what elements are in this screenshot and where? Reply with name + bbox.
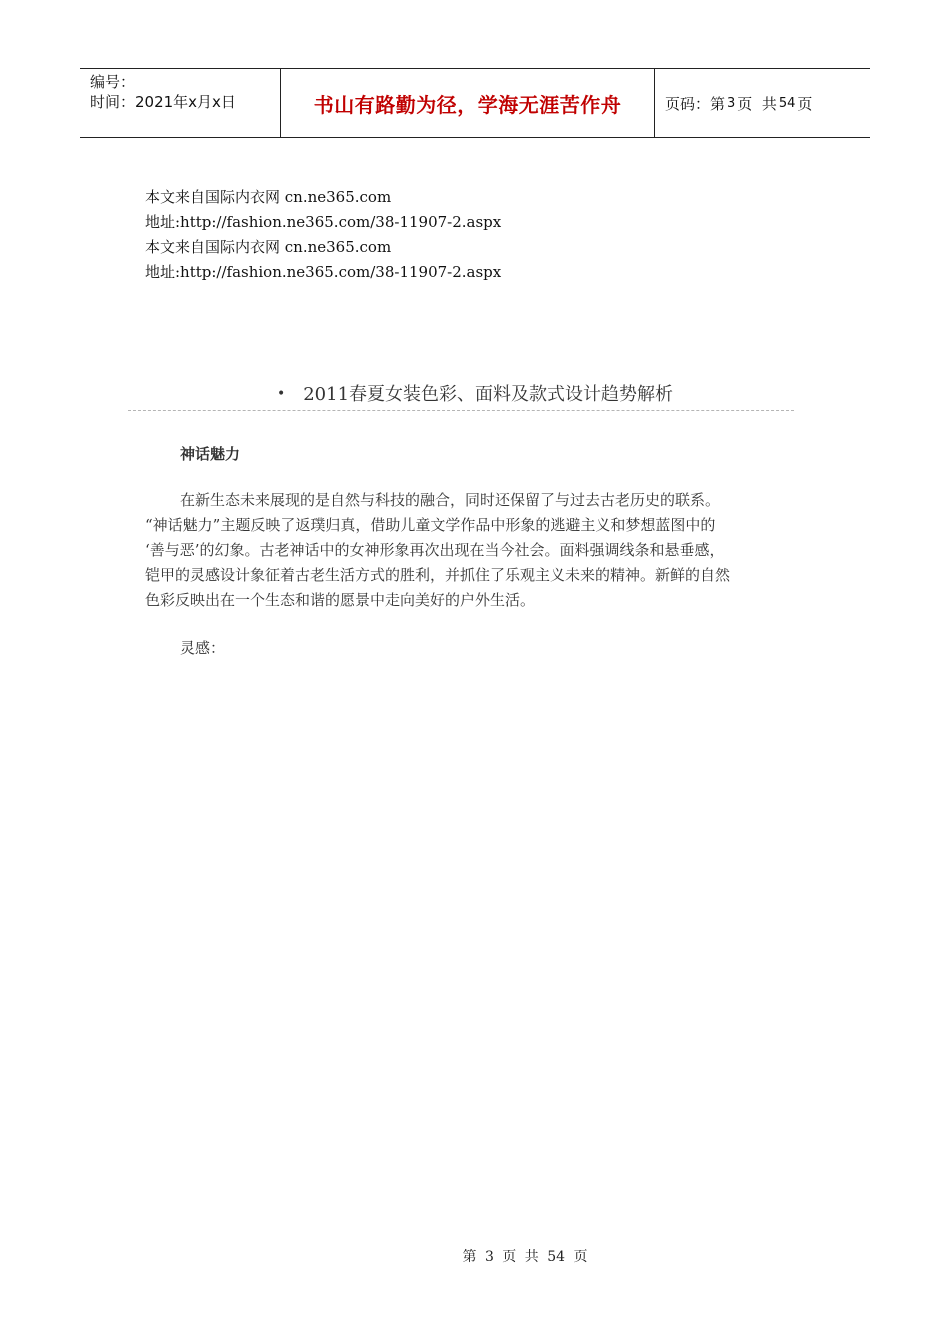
source-line: 本文来自国际内衣网 cn.ne365.com [145,238,392,256]
dashed-divider [128,410,794,411]
header-motto-cell [281,69,655,137]
header-page-cell [655,69,870,137]
paragraph-line: 在新生态未来展现的是自然与科技的融合，同时还保留了与过去古老历史的联系。 [180,491,721,509]
article-paragraph [145,488,805,613]
paragraph-line: 铠甲的灵感设计象征着古老生活方式的胜利，并抓住了乐观主义未来的精神。新鲜的自然 [145,566,731,584]
page-total: 54 [778,95,796,111]
page-footer [0,1246,950,1266]
paragraph-line: ‘善与恶’的幻象。古老神话中的女神形象再次出现在当今社会。面料强调线条和悬垂感， [145,541,725,559]
page-suffix: 页 [797,94,813,113]
motto: 书山有路勤为径，学海无涯苦作舟 [313,92,622,117]
page-current: 3 [727,95,736,111]
source-line: 地址:http://fashion.ne365.com/38-11907-2.aspx [145,263,502,281]
paragraph-line: “神话魅力”主题反映了返璞归真，借助儿童文学作品中形象的逃避主义和梦想蓝图中的 [145,516,716,534]
article-title: 2011春夏女装色彩、面料及款式设计趋势解析 [303,384,674,405]
page-prefix: 页码：第 [665,94,726,113]
header-meta-cell [80,69,281,137]
page-mid: 页 共 [737,94,777,113]
section-heading: 神话魅力 [180,445,241,463]
source-line: 地址:http://fashion.ne365.com/38-11907-2.aspx [145,213,502,231]
inspiration-label: 灵感： [180,639,226,657]
document-header [80,68,870,138]
bullet-icon: • [276,386,286,402]
source-line: 本文来自国际内衣网 cn.ne365.com [145,188,392,206]
serial-number-label: 编号： [90,73,136,91]
paragraph-line: 色彩反映出在一个生态和谐的愿景中走向美好的户外生活。 [145,591,536,609]
footer-page-number: 第 3 页 共 54 页 [462,1249,588,1265]
date-label: 时间：2021年x月x日 [90,93,236,111]
source-notes [145,185,501,285]
article-title-row [0,380,950,406]
